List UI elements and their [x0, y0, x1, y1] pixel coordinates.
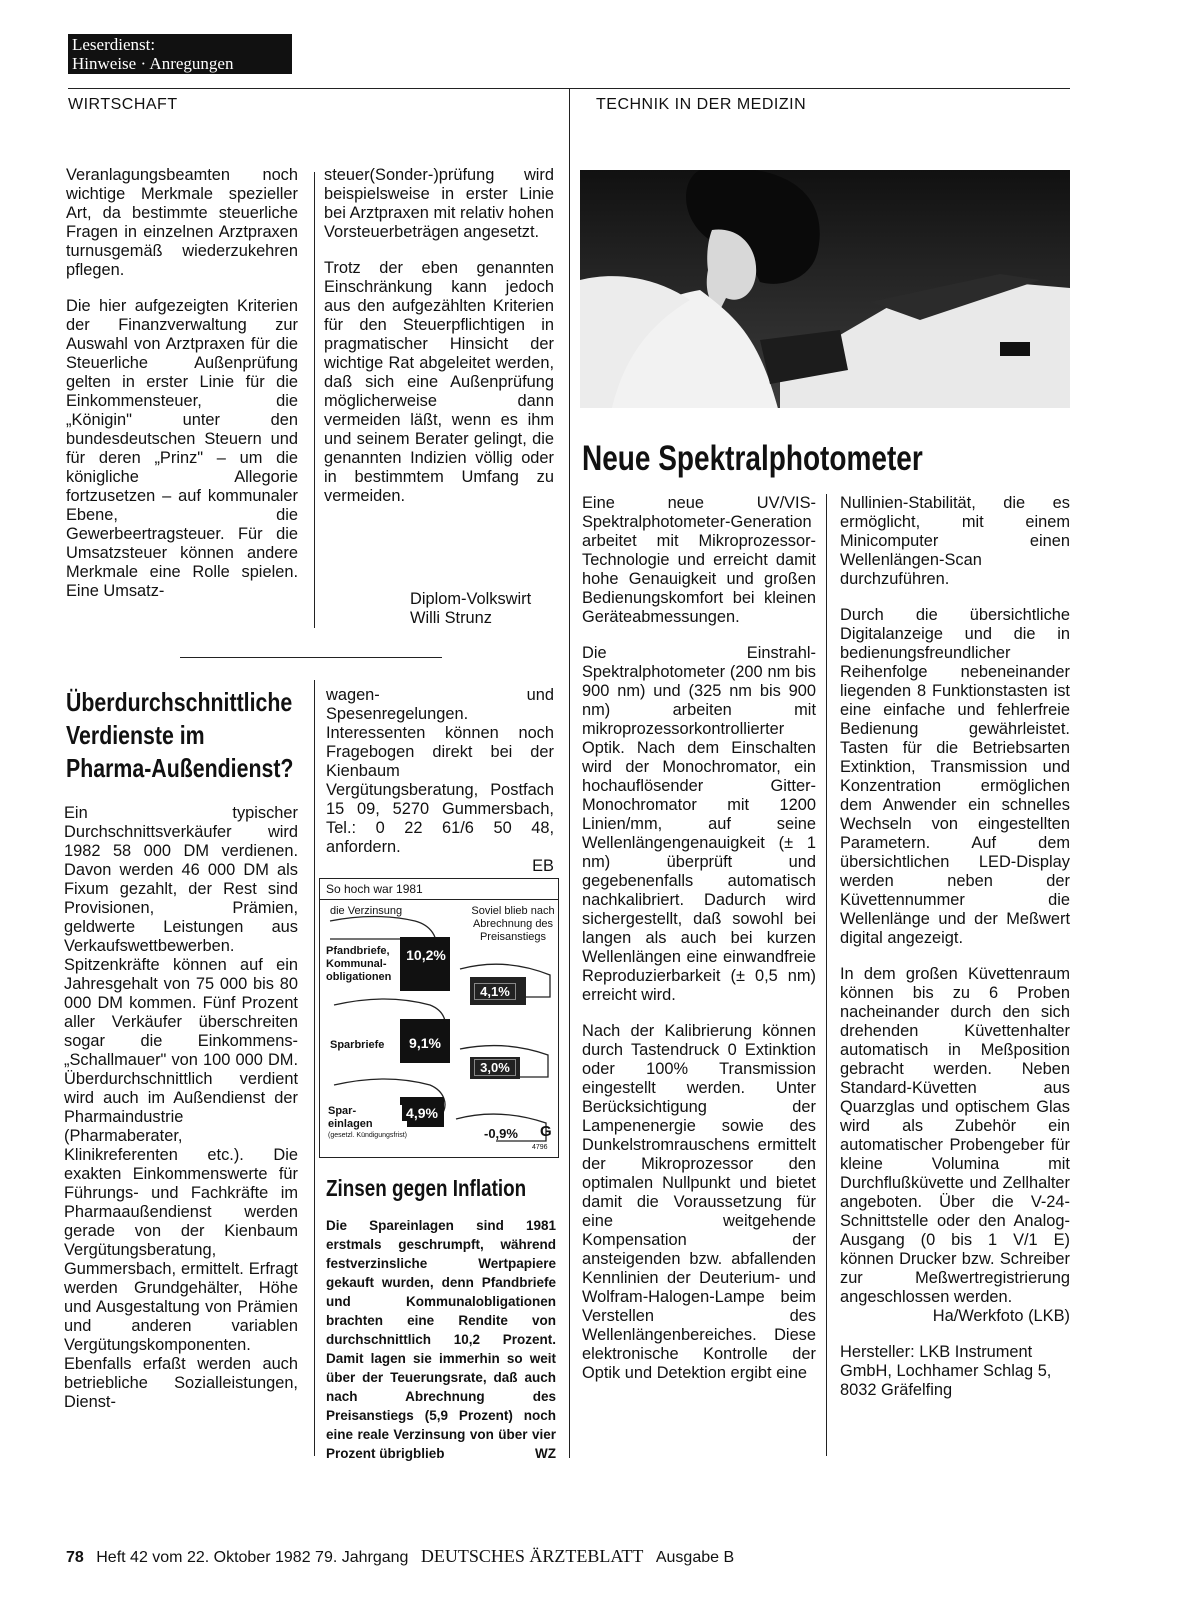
graphic-right-header-line: Abrechnung des [472, 918, 554, 930]
paragraph: Trotz der eben genannten Einschränkung kann jedoch aus den aufgezählten Kriterien für den Steuerpflichtigen in pragmatischer Hinsicht der wichtige Rat abgeleitet werden, daß sich eine Außenprüfung möglicherweise dann vermeiden läßt, wenn es ihm und seinem Berater gelingt, die genannten Indizien völlig oder in bestimmtem Umfang zu vermeiden. [324, 259, 554, 505]
pharma-col2 [326, 686, 554, 876]
row1-label-line: Pfandbriefe, [326, 945, 390, 957]
row1-label-line: Kommunal- [326, 958, 387, 970]
led-display [1000, 342, 1030, 356]
floor-shadow [580, 408, 1070, 416]
money-stack [400, 937, 450, 991]
paragraph: Durch die übersichtliche Digitalanzeige und die in bedienungsfreundlicher Reihenfolge nebeneinander liegenden 8 Funktionstasten ist eine einfache und fehlerfreie Bedienung gewährleistet. Tasten für die Betriebsarten Extinktion, Transmission und Konzentration ermöglichen dem Anwender ein schnelles Wechseln von eingestellten Parametern. Auf dem übersichtlichen LED-Display werden neben der Küvettennummer die Wellenlänge und der Meßwert digital angezeigt. [840, 606, 1070, 947]
row1-label-line: obligationen [326, 971, 392, 983]
graphic-title: So hoch war 1981 [326, 882, 423, 896]
author-title: Diplom-Volkswirt [410, 590, 532, 608]
pharma-col1 [64, 804, 298, 1429]
row3-label-line: einlagen [328, 1118, 373, 1130]
row2-rate: 9,1% [404, 1035, 446, 1051]
paragraph: Veranlagungsbeamten noch wichtige Merkmale spezieller Art, da bestimmte steuerliche Fragen in einzelnen Arztpraxen turnusgemäß wiederzukehren pflegen. [66, 166, 298, 279]
column-divider-main [569, 88, 570, 1458]
paragraph: Nach der Kalibrierung können durch Tastendruck 0 Extinktion oder 100% Transmission eingestellt werden. Unter Berücksichtigung der Lampenenergie sowie des Dunkelstromrauschens ermittelt der Mikroprozessor den optimalen Nullpunkt und bietet damit die Voraussetzung für eine weitgehende Kompensation der ansteigenden bzw. abfallenden Kennlinien der Deuterium- und Wolfram-Halogen-Lampe beim Verstellen des Wellenlängenbereiches. Diese elektronische Kontrolle der Optik und Detektion ergibt eine [582, 1022, 816, 1382]
page-number: 78 [66, 1549, 84, 1566]
row1-real-rate: 4,1% [474, 983, 516, 1000]
zinsen-text [326, 1216, 556, 1463]
headline-line: Verdienste im [66, 720, 205, 750]
row3-real-rate: -0,9% [484, 1126, 518, 1141]
paragraph: Eine neue UV/VIS-Spektralphotometer-Generation arbeitet mit Mikroprozessor-Technologie und erreicht damit hohe Genauigkeit und großen Bedienungskomfort bei kleinen Geräteabmessungen. [582, 494, 816, 626]
article-separator [180, 657, 442, 658]
headline-line: Pharma-Außendienst? [66, 753, 294, 783]
paragraph: Die hier aufgezeigten Kriterien der Finanzverwaltung zur Auswahl von Arztpraxen für die Steuerliche Außenprüfung gelten in erster Linie für die Einkommensteuer, die „Königin" unter den bundesdeutschen Steuern und für deren „Prinz" – um die königliche Allegorie fortzusetzen – auf kommunaler Ebene, die Gewerbeertragsteuer. Für die Umsatzsteuer können andere Merkmale eine Rolle spielen. Eine Umsatz- [66, 297, 298, 600]
section-label-technik: TECHNIK IN DER MEDIZIN [596, 96, 807, 113]
spektral-col2 [840, 494, 1070, 1417]
zinsen-teaser [326, 1216, 556, 1463]
issue-info: Heft 42 vom 22. Oktober 1982 79. Jahrgang [96, 1549, 409, 1566]
paragraph: Ein typischer Durchschnittsverkäufer wird 1982 58 000 DM verdienen. Davon werden 46 000 DM als Fixum gezahlt, der Rest sind Provisionen, Prämien, geldwerte Leistungen aus Verkaufswettbewerben. Spitzenkräfte können auf ein Jahresgehalt von 75 000 bis 80 000 DM kommen. Fünf Prozent aller Verkäufer überschreiten sogar die Einkommens-„Schallmauer" von 100 000 DM. Überdurchschnittlich verdient wird auch im Außendienst der Pharmaindustrie (Pharmaberater, Klinikreferenten etc.). Die exakten Einkommenswerte für Führungs- und Fachkräfte im Pharmaaußendienst werden gerade von der Kienbaum Vergütungsberatung, Gummersbach, ermittelt. Erfragt werden Grundgehälter, Höhe und Ausgestaltung von Prämien und anderen variablen Vergütungskomponenten. Ebenfalls erfaßt werden auch betriebliche Sozialleistungen, Dienst- [64, 804, 298, 1411]
spektral-headline: Neue Spektralphotometer [582, 439, 923, 478]
paragraph: Nullinien-Stabilität, die es ermöglicht, mit einem Minicomputer einen Wellenlängen-Scan durchzuführen. [840, 494, 1070, 588]
spektral-col1 [582, 494, 816, 1400]
spectrophotometer-photo-illustration [580, 170, 1070, 416]
headline-line: Überdurchschnittliche [66, 687, 293, 717]
edition: Ausgabe B [655, 1549, 735, 1566]
author-name: Willi Strunz [410, 609, 492, 627]
graphic-right-header-line: Preisanstiegs [479, 931, 547, 943]
page-footer [66, 1546, 734, 1567]
graphic-code: 4796 [532, 1144, 548, 1151]
tax-article-col1 [66, 166, 298, 618]
column-divider [314, 680, 315, 1456]
photo-credit: Ha/Werkfoto (LKB) [932, 1307, 1070, 1325]
paragraph: Die Einstrahl-Spektralphotometer (200 nm bis 900 nm) und (325 nm bis 900 nm) arbeiten mit mikroprozessorkontrollierter Optik. Nach dem Einschalten wird der Monochromator, ein hochauflösender Gitter-Monochromator mit 1200 Linien/mm, auf seine Wellenlängengenauigkeit (± 1 nm) überprüft und gegebenenfalls automatisch nachkalibriert. Dadurch wird sichergestellt, daß sowohl bei langen als auch bei kurzen Wellenlängen eine einwandfreie Reproduzierbarkeit (± 0,5 nm) erreicht wird. [582, 644, 816, 1004]
product-photo [580, 170, 1070, 416]
row3-label-line: (gesetzl. Kündigungsfrist) [328, 1132, 407, 1139]
pharma-headline [66, 686, 366, 785]
manufacturer: Hersteller: LKB Instrument GmbH, Lochhamer Schlag 5, 8032 Gräfelfing [840, 1343, 1052, 1399]
rubric-line-2: Hinweise · Anregungen [72, 54, 234, 73]
section-label-wirtschaft: WIRTSCHAFT [68, 96, 178, 113]
signature: WZ [535, 1446, 556, 1461]
column-divider [826, 494, 827, 1456]
paragraph: steuer(Sonder-)prüfung wird beispielsweise in erster Linie bei Arztpraxen mit relativ hohen Vorsteuerbeträgen angesetzt. [324, 166, 554, 241]
row2-label: Sparbriefe [330, 1039, 385, 1051]
graphic-right-header-line: Soviel blieb nach [471, 905, 555, 917]
row3-label [328, 1105, 407, 1140]
zinsen-headline: Zinsen gegen Inflation [326, 1175, 527, 1201]
row2-real-rate: 3,0% [474, 1059, 516, 1076]
row1-rate: 10,2% [404, 947, 448, 963]
rubric-box [68, 34, 292, 74]
row1-label [326, 945, 391, 984]
row3-label-line: Spar- [328, 1105, 357, 1117]
journal-name: DEUTSCHES ÄRZTEBLATT [420, 1546, 644, 1566]
author-block [410, 590, 531, 628]
signature: EB [532, 857, 554, 875]
interest-infographic [319, 878, 559, 1158]
paragraph: wagen- und Spesenregelungen. Interessenten können noch Fragebogen direkt bei der Kienbaum Vergütungsberatung, Postfach 15 09, 5270 Gummersbach, Tel.: 0 22 61/6 50 48, anfordern. [326, 686, 554, 856]
rubric-line-1: Leserdienst: [72, 35, 156, 54]
graphic-left-header: die Verzinsung [330, 905, 403, 917]
column-divider [314, 172, 315, 628]
tax-article-col2 [324, 166, 554, 523]
zinsen-body: Die Spareinlagen sind 1981 erstmals geschrumpft, während festverzinsliche Wertpapiere gekauft wurden, denn Pfandbriefe und Kommunalobligationen brachten eine Rendite von durchschnittlich 10,2 Prozent. Damit lagen sie immerhin so weit über der Teuerungsrate, daß auch nach Abrechnung des Preisanstiegs (5,9 Prozent) noch eine reale Verzinsung von über vier Prozent übrigblieb [326, 1218, 556, 1461]
row3-rate: 4,9% [402, 1105, 442, 1121]
publisher-logo: G [540, 1123, 552, 1140]
paragraph: In dem großen Küvettenraum können bis zu 6 Proben nacheinander durch den sich drehenden Küvettenhalter automatisch in Meßposition gebracht werden. Neben Standard-Küvetten aus Quarzglas und optischem Glas wird als Zubehör ein automatischer Probengeber für kleine Volumina mit Durchflußküvette und Zellhalter angeboten. Über die V-24-Schnittstelle oder den Analog-Ausgang (0 bis 1 V/1 E) können Drucker bzw. Schreiber zur Meßwertregistrierung angeschlossen werden. [840, 965, 1070, 1306]
